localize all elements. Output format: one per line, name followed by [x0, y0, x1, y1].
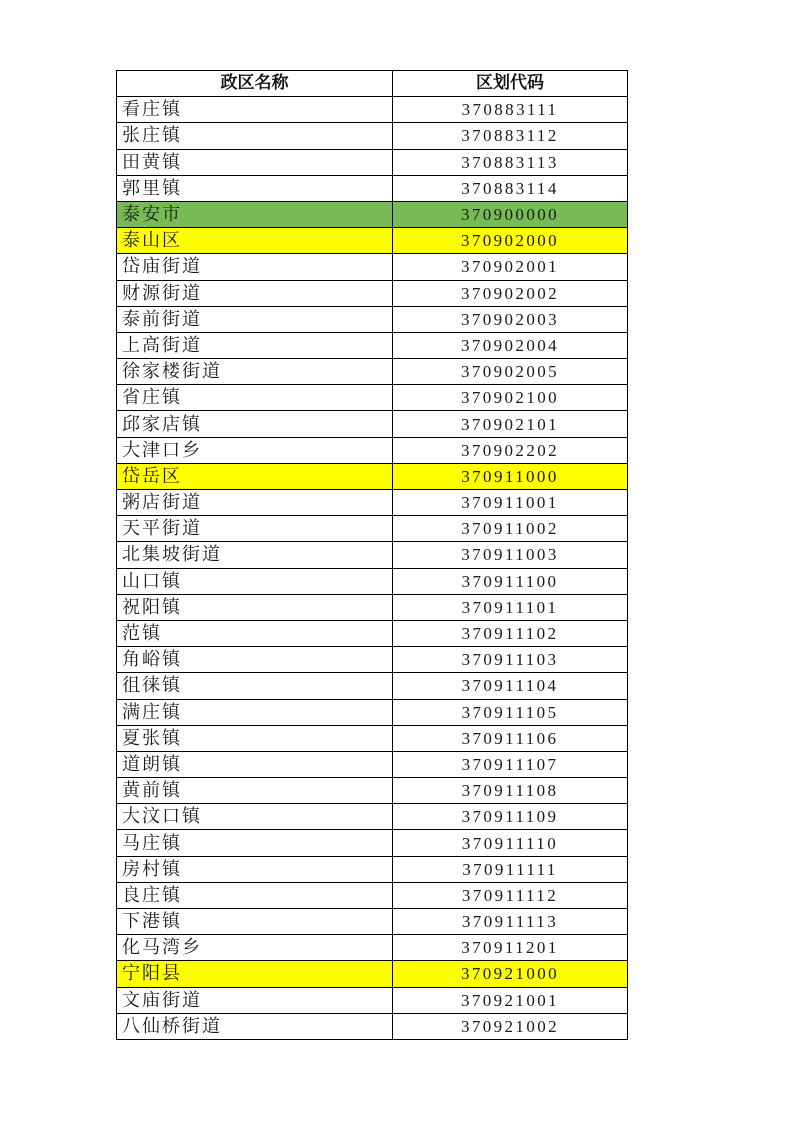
- division-code-cell: 370902000: [393, 228, 628, 254]
- division-code-cell: 370902202: [393, 437, 628, 463]
- table-row: [117, 280, 628, 306]
- table-row: [117, 385, 628, 411]
- division-code-cell: 370921002: [393, 1013, 628, 1039]
- table-row: [117, 909, 628, 935]
- division-code-cell: 370900000: [393, 201, 628, 227]
- division-code-cell: 370911100: [393, 568, 628, 594]
- division-code-cell: 370883113: [393, 149, 628, 175]
- division-code-cell: 370911002: [393, 516, 628, 542]
- division-code-cell: 370911111: [393, 856, 628, 882]
- division-code-cell: 370911109: [393, 804, 628, 830]
- division-code-cell: 370883114: [393, 175, 628, 201]
- division-code-cell: 370902100: [393, 385, 628, 411]
- division-name-cell: 张庄镇: [117, 123, 393, 149]
- header-division-name: 政区名称: [117, 71, 393, 97]
- division-code-cell: 370911113: [393, 909, 628, 935]
- division-name-cell: 徂徕镇: [117, 673, 393, 699]
- division-name-cell: 化马湾乡: [117, 935, 393, 961]
- division-code-cell: 370911107: [393, 751, 628, 777]
- table-row: [117, 594, 628, 620]
- division-code-cell: 370911101: [393, 594, 628, 620]
- division-code-cell: 370911108: [393, 778, 628, 804]
- division-name-cell: 八仙桥街道: [117, 1013, 393, 1039]
- table-row: [117, 463, 628, 489]
- table-row: [117, 437, 628, 463]
- division-name-cell: 郭里镇: [117, 175, 393, 201]
- table-body: [117, 97, 628, 1040]
- division-code-cell: 370921001: [393, 987, 628, 1013]
- division-name-cell: 北集坡街道: [117, 542, 393, 568]
- table-row: [117, 149, 628, 175]
- table-row: [117, 175, 628, 201]
- table-row: [117, 123, 628, 149]
- division-code-cell: 370902001: [393, 254, 628, 280]
- division-code-cell: 370911001: [393, 490, 628, 516]
- division-code-cell: 370911105: [393, 699, 628, 725]
- table-row: [117, 201, 628, 227]
- division-name-cell: 岱庙街道: [117, 254, 393, 280]
- division-code-table: [116, 70, 628, 1040]
- division-code-cell: 370902005: [393, 359, 628, 385]
- division-name-cell: 泰前街道: [117, 306, 393, 332]
- division-name-cell: 田黄镇: [117, 149, 393, 175]
- table-row: [117, 97, 628, 123]
- division-name-cell: 房村镇: [117, 856, 393, 882]
- division-name-cell: 看庄镇: [117, 97, 393, 123]
- division-code-cell: 370883111: [393, 97, 628, 123]
- division-name-cell: 上高街道: [117, 332, 393, 358]
- division-name-cell: 邱家店镇: [117, 411, 393, 437]
- table-row: [117, 332, 628, 358]
- division-name-cell: 大汶口镇: [117, 804, 393, 830]
- table-row: [117, 882, 628, 908]
- division-code-cell: 370911112: [393, 882, 628, 908]
- division-code-cell: 370911000: [393, 463, 628, 489]
- division-name-cell: 马庄镇: [117, 830, 393, 856]
- table-row: [117, 961, 628, 987]
- division-code-cell: 370911201: [393, 935, 628, 961]
- table-row: [117, 411, 628, 437]
- division-name-cell: 宁阳县: [117, 961, 393, 987]
- table-row: [117, 647, 628, 673]
- division-code-cell: 370911003: [393, 542, 628, 568]
- division-name-cell: 角峪镇: [117, 647, 393, 673]
- table-row: [117, 830, 628, 856]
- table-header-row: [117, 71, 628, 97]
- table-row: [117, 359, 628, 385]
- division-name-cell: 泰山区: [117, 228, 393, 254]
- table-row: [117, 306, 628, 332]
- division-code-cell: 370911110: [393, 830, 628, 856]
- division-name-cell: 岱岳区: [117, 463, 393, 489]
- division-code-cell: 370902004: [393, 332, 628, 358]
- table-row: [117, 254, 628, 280]
- table-row: [117, 804, 628, 830]
- table-row: [117, 516, 628, 542]
- table-row: [117, 856, 628, 882]
- division-name-cell: 满庄镇: [117, 699, 393, 725]
- division-code-cell: 370911103: [393, 647, 628, 673]
- division-code-cell: 370911102: [393, 620, 628, 646]
- division-code-cell: 370911104: [393, 673, 628, 699]
- division-name-cell: 粥店街道: [117, 490, 393, 516]
- division-name-cell: 天平街道: [117, 516, 393, 542]
- division-name-cell: 范镇: [117, 620, 393, 646]
- division-name-cell: 道朗镇: [117, 751, 393, 777]
- table-row: [117, 542, 628, 568]
- table-row: [117, 673, 628, 699]
- division-name-cell: 财源街道: [117, 280, 393, 306]
- division-code-cell: 370902101: [393, 411, 628, 437]
- division-name-cell: 泰安市: [117, 201, 393, 227]
- division-name-cell: 大津口乡: [117, 437, 393, 463]
- table-row: [117, 568, 628, 594]
- table-row: [117, 1013, 628, 1039]
- division-name-cell: 山口镇: [117, 568, 393, 594]
- division-name-cell: 黄前镇: [117, 778, 393, 804]
- header-division-code: 区划代码: [393, 71, 628, 97]
- division-name-cell: 祝阳镇: [117, 594, 393, 620]
- division-name-cell: 夏张镇: [117, 725, 393, 751]
- table-row: [117, 620, 628, 646]
- table-row: [117, 228, 628, 254]
- table-row: [117, 490, 628, 516]
- division-name-cell: 文庙街道: [117, 987, 393, 1013]
- division-code-cell: 370902003: [393, 306, 628, 332]
- table-row: [117, 699, 628, 725]
- table-row: [117, 725, 628, 751]
- division-code-cell: 370902002: [393, 280, 628, 306]
- table-row: [117, 778, 628, 804]
- division-name-cell: 省庄镇: [117, 385, 393, 411]
- table-row: [117, 751, 628, 777]
- division-name-cell: 良庄镇: [117, 882, 393, 908]
- division-name-cell: 下港镇: [117, 909, 393, 935]
- table-row: [117, 935, 628, 961]
- division-name-cell: 徐家楼街道: [117, 359, 393, 385]
- division-code-cell: 370911106: [393, 725, 628, 751]
- division-code-cell: 370921000: [393, 961, 628, 987]
- table-row: [117, 987, 628, 1013]
- division-code-cell: 370883112: [393, 123, 628, 149]
